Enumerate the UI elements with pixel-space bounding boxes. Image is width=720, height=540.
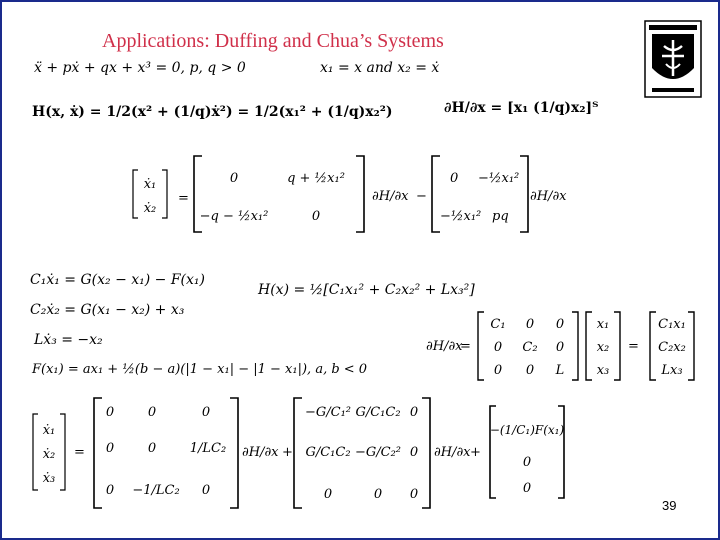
- chua-j-12: 0: [147, 405, 157, 420]
- duffing-r-12: −½x₁²: [478, 171, 520, 186]
- chua-nonlinearity: F(x₁) = ax₁ + ½(b − a)(|1 − x₁| − |1 − x₁|), a, b < 0: [32, 362, 368, 377]
- slide-title: Applications: Duffing and Chua’s Systems: [102, 30, 444, 52]
- duffing-hamiltonian: H(x, ẋ) = 1/2(x² + (1/q)ẋ²) = 1/2(x₁² + (1/q)x₂²): [32, 104, 393, 120]
- chua-gr-3: Lx₃: [661, 363, 683, 378]
- chua-r-13: 0: [409, 405, 419, 420]
- duffing-gradient: ∂H/∂x = [x₁ (1/q)x₂]ᵀ: [444, 100, 599, 116]
- duffing-r-11: 0: [450, 171, 459, 186]
- chua-gv-3: x₃: [596, 363, 610, 378]
- chua-j-32: −1/LC₂: [132, 483, 180, 498]
- duffing-j-22: 0: [311, 209, 321, 224]
- chua-j-21: 0: [105, 441, 115, 456]
- chua-j-11: 0: [105, 405, 115, 420]
- chua-gr-2: C₂x₂: [658, 340, 686, 355]
- chua-r-22: −G/C₂²: [354, 445, 402, 460]
- chua-gradient-equation: [426, 308, 698, 384]
- chua-hamiltonian: H(x) = ½[C₁x₁² + C₂x₂² + Lx₃²]: [258, 282, 475, 298]
- chua-eq-1: C₁ẋ₁ = G(x₂ − x₁) − F(x₁): [30, 272, 205, 288]
- duffing-j-11: 0: [229, 171, 239, 186]
- duffing-r-21: −½x₁²: [440, 209, 482, 224]
- chua-gm-23: 0: [555, 340, 565, 355]
- chua-gm-13: 0: [555, 317, 565, 332]
- duffing-grad-1: ∂H/∂x: [372, 189, 409, 204]
- chua-r-12: G/C₁C₂: [355, 405, 401, 420]
- chua-grad-lhs: ∂H/∂x: [426, 339, 463, 354]
- duffing-lhs-x2: ẋ₂: [143, 201, 157, 216]
- chua-matrix-equation: [30, 394, 570, 514]
- duffing-r-22: pq: [492, 209, 509, 224]
- chua-r-31: 0: [323, 487, 333, 502]
- page-number: 39: [662, 498, 677, 513]
- chua-gm-33: L: [555, 363, 565, 378]
- chua-f-1: −(1/C₁)F(x₁): [489, 423, 565, 437]
- chua-f-3: 0: [522, 481, 532, 496]
- chua-lhs-x1: ẋ₁: [42, 423, 56, 438]
- chua-j-23: 1/LC₂: [189, 441, 227, 456]
- chua-r-23: 0: [409, 445, 419, 460]
- chua-lhs-x3: ẋ₃: [42, 471, 56, 486]
- chua-gm-22: C₂: [522, 340, 538, 355]
- chua-gm-21: 0: [493, 340, 503, 355]
- chua-r-32: 0: [373, 487, 383, 502]
- duffing-matrix-equation: [130, 152, 570, 238]
- svg-text:+: +: [470, 445, 481, 460]
- svg-text:=: =: [628, 339, 639, 354]
- chua-f-2: 0: [522, 455, 532, 470]
- chua-gm-11: C₁: [490, 317, 506, 332]
- chua-gv-1: x₁: [596, 317, 610, 332]
- duffing-j-21: −q − ½x₁²: [199, 209, 269, 224]
- chua-r-11: −G/C₁²: [304, 405, 352, 420]
- chua-j-33: 0: [201, 483, 211, 498]
- chua-gm-31: 0: [493, 363, 503, 378]
- chua-eq-3: Lẋ₃ = −x₂: [34, 332, 103, 348]
- chua-gm-32: 0: [525, 363, 535, 378]
- chua-r-21: G/C₁C₂: [305, 445, 351, 460]
- duffing-equals: =: [178, 191, 189, 206]
- chua-gm-12: 0: [525, 317, 535, 332]
- chua-grad-1: ∂H/∂x: [242, 445, 279, 460]
- chua-r-33: 0: [409, 487, 419, 502]
- duffing-lhs-x1: ẋ₁: [143, 177, 157, 192]
- duffing-grad-2: ∂H/∂x: [530, 189, 567, 204]
- duffing-state-definition: x₁ = x and x₂ = ẋ: [320, 60, 440, 76]
- svg-text:=: =: [460, 339, 471, 354]
- duffing-j-12: q + ½x₁²: [287, 171, 345, 186]
- university-crest-icon: [644, 20, 702, 98]
- duffing-minus: −: [416, 189, 427, 204]
- svg-text:=: =: [74, 445, 85, 460]
- chua-j-31: 0: [105, 483, 115, 498]
- chua-gr-1: C₁x₁: [658, 317, 686, 332]
- svg-text:+: +: [282, 445, 293, 460]
- chua-j-13: 0: [201, 405, 211, 420]
- chua-grad-2: ∂H/∂x: [434, 445, 471, 460]
- chua-j-22: 0: [147, 441, 157, 456]
- duffing-ode: ẍ + pẋ + qx + x³ = 0, p, q > 0: [34, 60, 246, 76]
- chua-eq-2: C₂ẋ₂ = G(x₁ − x₂) + x₃: [30, 302, 185, 318]
- chua-lhs-x2: ẋ₂: [42, 447, 56, 462]
- chua-gv-2: x₂: [596, 340, 610, 355]
